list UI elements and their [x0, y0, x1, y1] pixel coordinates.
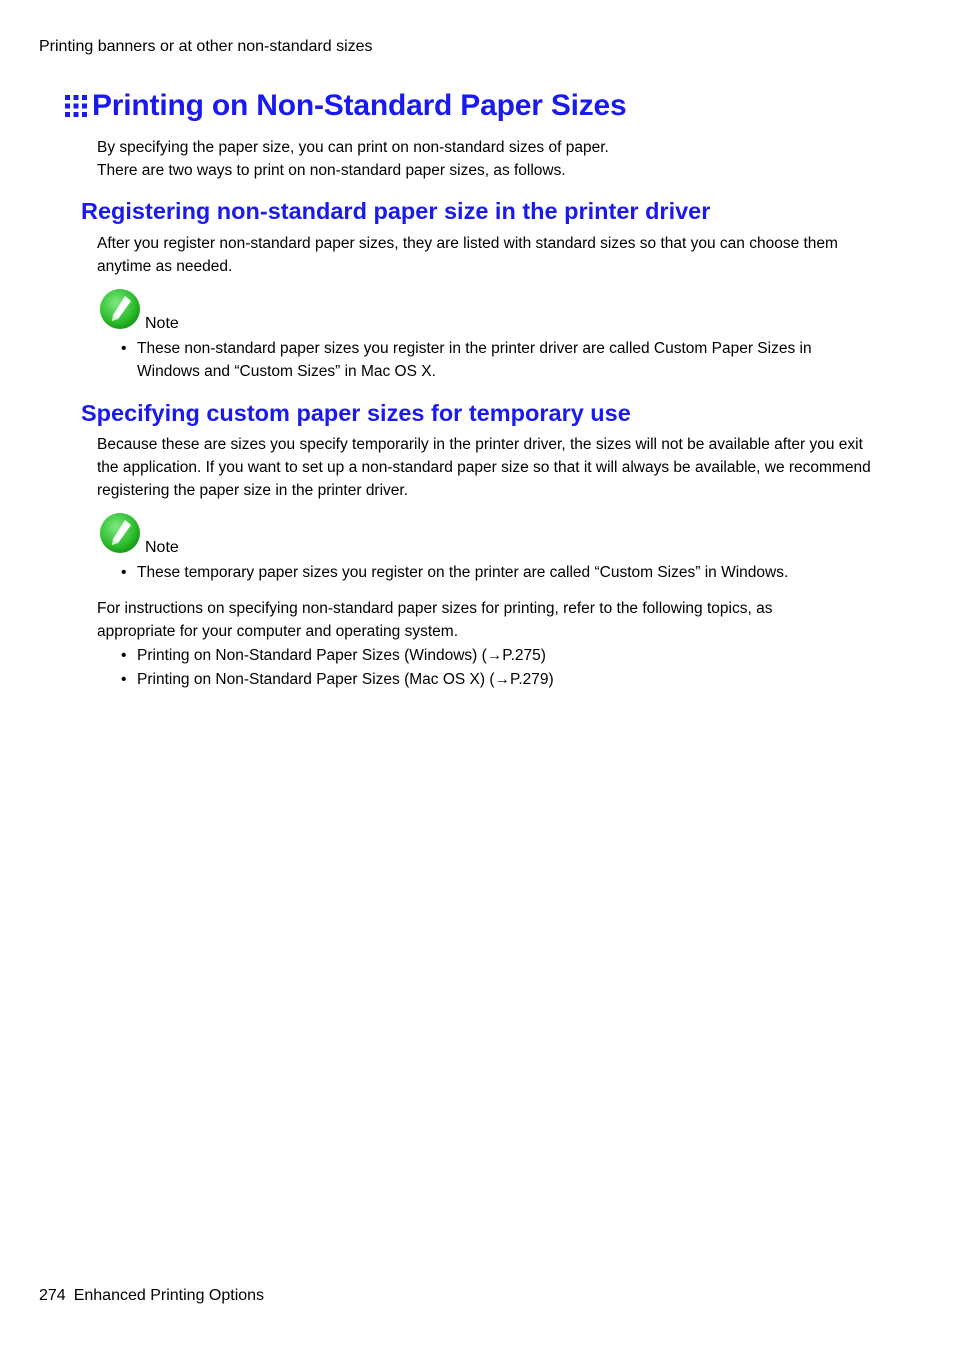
list-item [119, 561, 859, 584]
grid-icon [64, 94, 88, 118]
note-label: Note [145, 539, 179, 556]
intro-line-1: By specifying the paper size, you can print on non-standard sizes of paper. [97, 139, 609, 156]
note-block-register [99, 288, 179, 332]
bullet-icon: • [121, 647, 127, 664]
running-header: Printing banners or at other non-standard sizes [39, 38, 373, 55]
list-item[interactable] [119, 668, 859, 692]
note-list-temporary [119, 561, 859, 584]
section-heading-temporary: Specifying custom paper sizes for temporary use [81, 400, 631, 426]
list-item-text: These temporary paper sizes you register on the printer are called “Custom Sizes” in Windows. [137, 564, 789, 581]
section-temporary-paragraph: Because these are sizes you specify temporarily in the printer driver, the sizes will not be available after you exit the application. If you want to set up a non-standard paper size so that it will always be available, we recommend registering the paper size in the printer driver. [97, 436, 871, 499]
page-title-text: Printing on Non-Standard Paper Sizes [92, 89, 627, 122]
pencil-note-icon [99, 288, 143, 332]
instructions-paragraph: For instructions on specifying non-standard paper sizes for printing, refer to the following topics, as appropriate for your computer and operating system. [97, 600, 773, 640]
page-title [64, 86, 627, 126]
note-block-temporary [99, 512, 179, 556]
note-list-register [119, 337, 859, 383]
pencil-note-icon [99, 512, 143, 556]
topic-link-windows[interactable]: Printing on Non-Standard Paper Sizes (Windows) (→P.275) [137, 647, 546, 664]
page-footer [39, 1286, 264, 1306]
topic-link-mac[interactable]: Printing on Non-Standard Paper Sizes (Mac OS X) (→P.279) [137, 671, 554, 688]
list-item-text: These non-standard paper sizes you register in the printer driver are called Custom Paper Sizes in Windows and “Custom Sizes” in Mac OS X. [137, 340, 812, 380]
section-heading-register: Registering non-standard paper size in the printer driver [81, 198, 711, 224]
bullet-icon: • [121, 564, 127, 581]
chapter-title: Enhanced Printing Options [73, 1287, 265, 1304]
list-item[interactable] [119, 644, 859, 668]
page-number: 274 [39, 1287, 66, 1304]
section-register-paragraph: After you register non-standard paper sizes, they are listed with standard sizes so that you can choose them anytime as needed. [97, 235, 838, 275]
bullet-icon: • [121, 340, 127, 357]
topic-link-list [119, 644, 859, 692]
intro-line-2: There are two ways to print on non-standard paper sizes, as follows. [97, 162, 566, 179]
bullet-icon: • [121, 671, 127, 688]
note-label: Note [145, 315, 179, 332]
list-item [119, 337, 859, 383]
